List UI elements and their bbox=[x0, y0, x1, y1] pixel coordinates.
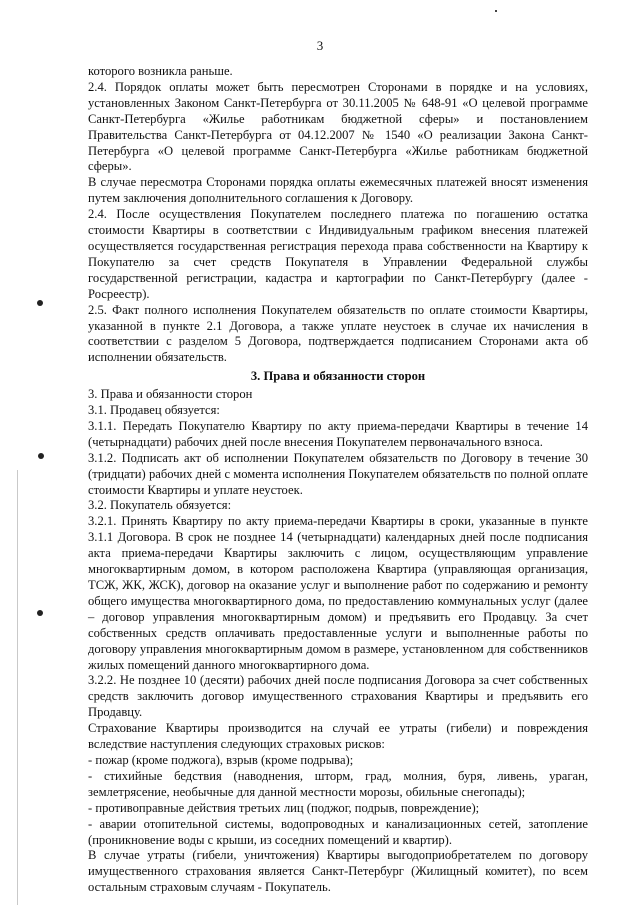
margin-bullet-mark bbox=[37, 610, 43, 616]
paragraph: 2.5. Факт полного исполнения Покупателем обязательств по оплате стоимости Квартиры, указанной в пункте 2.1 Договора, а также уплате неустоек в случае их начисления в соответствии с разделом 5 Договора, подтверждается подписанием Сторонами акта об исполнении обязательств. bbox=[88, 302, 588, 365]
margin-bullet-mark bbox=[38, 453, 44, 459]
paragraph: 3.1.2. Подписать акт об исполнении Покупателем обязательств по Договору в течение 30 (тридцати) рабочих дней с момента исполнения Покупателем обязательств по полной оплате стоимости Квартиры и уплате неустоек. bbox=[88, 450, 588, 497]
scan-speck bbox=[495, 10, 497, 12]
list-item: - противоправные действия третьих лиц (поджог, подрыв, повреждение); bbox=[88, 800, 480, 815]
paragraph: 3.1. Продавец обязуется: bbox=[88, 403, 220, 418]
paragraph: 3.1.1. Передать Покупателю Квартиру по акту приема-передачи Квартиры в течение 14 (четырнадцати) рабочих дней после внесения Покупателем первоначального взноса. bbox=[88, 418, 588, 449]
scan-edge-line bbox=[17, 470, 18, 905]
paragraph: Страхование Квартиры производится на случай ее утраты (гибели) и повреждения вследствие наступления следующих страховых рисков: bbox=[88, 721, 588, 752]
paragraph: 3.2.1. Принять Квартиру по акту приема-передачи Квартиры в сроки, указанные в пункте 3.1.1 Договора. В срок не позднее 14 (четырнадцати) календарных дней после подписания акта приема-передачи Квартиры заключить с лицом, осуществляющим управление многоквартирным домом, в котором расположена Квартира (управляющая организация, ТСЖ, ЖК, ЖСК), договор на оказание услуг и выполнение работ по содержанию и ремонту общего имущества многоквартирного дома, по предоставлению коммунальных услуг (далее – договор управления многоквартирным домом) и предъявить его Продавцу. За счет собственных средств оплачивать предоставленные услуги и выполненные работы по договору управления многоквартирным домом в размере, установленном для собственников жилых помещений данного многоквартирного дома. bbox=[88, 514, 588, 672]
paragraph: которого возникла раньше. bbox=[88, 64, 233, 78]
list-item: - стихийные бедствия (наводнения, шторм, град, молния, буря, ливень, ураган, землетрясение, необычные для данной местности морозы, обильные снегопады); bbox=[88, 768, 588, 799]
paragraph: В случае пересмотра Сторонами порядка оплаты ежемесячных платежей вносят изменения путем заключения дополнительного соглашения к Договору. bbox=[88, 175, 588, 206]
list-item: - аварии отопительной системы, водопроводных и канализационных сетей, затопление (проникновение воды с крыши, из соседних помещений и квартир). bbox=[88, 816, 588, 847]
paragraph: 2.4. Порядок оплаты может быть пересмотрен Сторонами в порядке и на условиях, установленных Законом Санкт-Петербурга от 30.11.2005 № 648-91 «О целевой программе Санкт-Петербурга «Жилье работникам бюджетной сферы» и постановлением Правительства Санкт-Петербурга от 04.12.2007 № 1540 «О реализации Закона Санкт-Петербурга «О целевой программе Санкт-Петербурга «Жилье работникам бюджетной сферы». bbox=[88, 79, 588, 174]
paragraph: 3. Права и обязанности сторон bbox=[88, 387, 253, 402]
margin-bullet-mark bbox=[37, 300, 43, 306]
paragraph: 3.2. Покупатель обязуется: bbox=[88, 498, 232, 513]
list-item: - пожар (кроме поджога), взрыв (кроме подрыва); bbox=[88, 752, 354, 767]
paragraph: В случае утраты (гибели, уничтожения) Квартиры выгодоприобретателем по договору имущественного страхования является Санкт-Петербург (Жилищный комитет), по всем остальным страховым случаям - Покупатель. bbox=[88, 848, 588, 895]
document-body bbox=[88, 64, 588, 896]
paragraph: 3.2.2. Не позднее 10 (десяти) рабочих дней после подписания Договора за счет собственных средств заключить договор имущественного страхования Квартиры и предъявить его Продавцу. bbox=[88, 673, 588, 720]
paragraph: 2.4. После осуществления Покупателем последнего платежа по погашению остатка стоимости Квартиры в соответствии с Индивидуальным графиком внесения платежей осуществляется государственная регистрация перехода права собственности на Квартиру к Покупателю за счет средств Покупателя в Управлении Федеральной службы государственной регистрации, кадастра и картографии по Санкт-Петербургу (далее - Росреестр). bbox=[88, 207, 588, 301]
section-heading: 3. Права и обязанности сторон bbox=[250, 369, 426, 384]
page-number: 3 bbox=[316, 38, 324, 53]
